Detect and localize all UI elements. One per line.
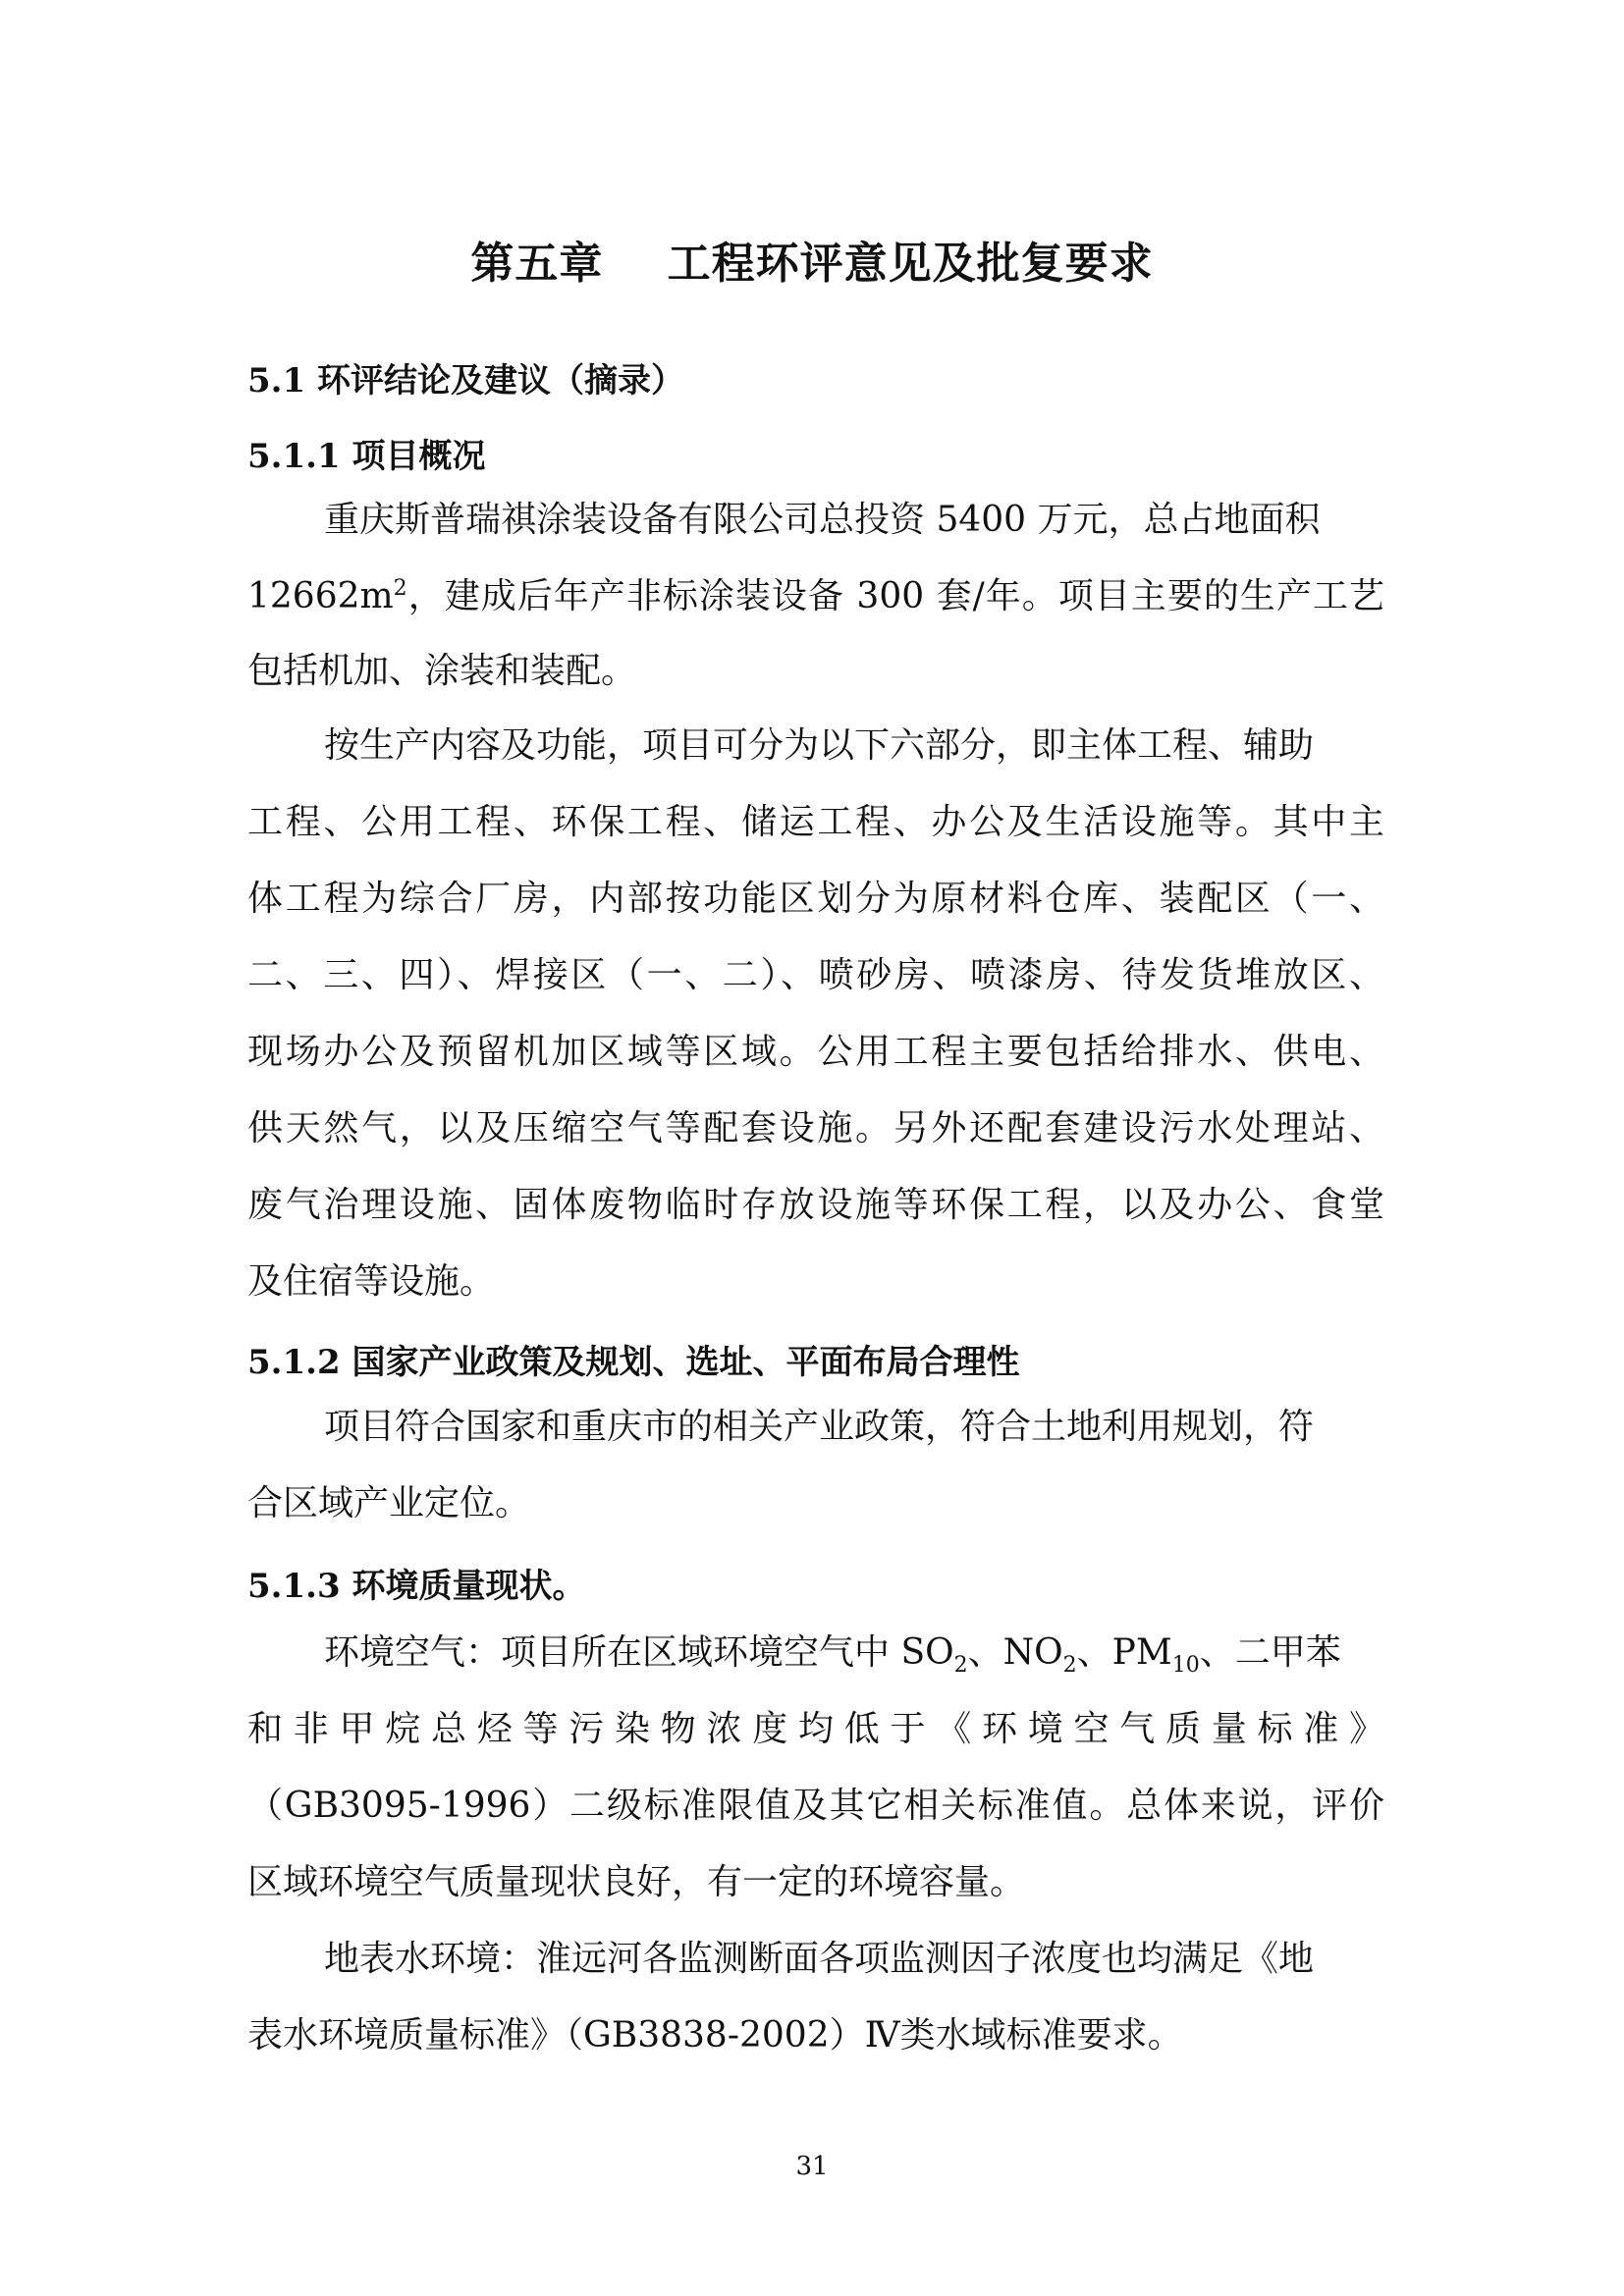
paragraph-1-line-2-text: ，建成后年产非标涂装设备 300 套/年。项目主要的生产工艺	[406, 576, 1384, 616]
paragraph-2-line-7: 废气治理设施、固体废物临时存放设施等环保工程，以及办公、食堂	[247, 1185, 1384, 1225]
paragraph-4-line-4: 区域环境空气质量现状良好，有一定的环境容量。	[247, 1862, 1026, 1902]
paragraph-3-line-1: 项目符合国家和重庆市的相关产业政策，符合土地利用规划，符	[324, 1407, 1315, 1447]
page-number: 31	[795, 2152, 829, 2181]
paragraph-4-line-3: （GB3095-1996）二级标准限值及其它相关标准值。总体来说，评价	[247, 1786, 1384, 1826]
paragraph-5-line-1: 地表水环境：淮远河各监测断面各项监测因子浓度也均满足《地	[324, 1939, 1315, 1979]
paragraph-2-line-6: 供天然气，以及压缩空气等配套设施。另外还配套建设污水处理站、	[247, 1108, 1384, 1148]
paragraph-2-line-5: 现场办公及预留机加区域等区域。公用工程主要包括给排水、供电、	[247, 1032, 1384, 1072]
paragraph-4-line-1	[324, 1632, 1341, 1679]
paragraph-3-line-2: 合区域产业定位。	[247, 1483, 531, 1523]
air-text-start: 环境空气：项目所在区域环境空气中 SO	[324, 1632, 954, 1673]
paragraph-2-line-2: 工程、公用工程、环保工程、储运工程、办公及生活设施等。其中主	[247, 802, 1384, 842]
paragraph-2-line-3: 体工程为综合厂房，内部按功能区划分为原材料仓库、装配区（一、	[247, 879, 1384, 919]
no-text: 、NO	[967, 1632, 1063, 1673]
paragraph-2-line-4: 二、三、四）、焊接区（一、二）、喷砂房、喷漆房、待发货堆放区、	[247, 955, 1384, 995]
paragraph-1-line-3: 包括机加、涂装和装配。	[247, 651, 637, 691]
area-value: 12662m	[247, 576, 394, 616]
section-heading-5-1: 5.1 环评结论及建议（摘录）	[247, 361, 684, 400]
paragraph-1-line-1: 重庆斯普瑞祺涂装设备有限公司总投资 5400 万元，总占地面积	[324, 500, 1321, 540]
paragraph-4-line-2: 和非甲烷总烃等污染物浓度均低于《环境空气质量标准》	[247, 1709, 1384, 1749]
no2-subscript: 2	[1062, 1653, 1077, 1679]
pm-text: 、PM	[1076, 1632, 1172, 1673]
section-heading-5-1-2: 5.1.2 国家产业政策及规划、选址、平面布局合理性	[247, 1343, 1020, 1382]
section-heading-5-1-3: 5.1.3 环境质量现状。	[247, 1567, 586, 1606]
pm10-subscript: 10	[1171, 1653, 1200, 1679]
paragraph-1-line-2	[247, 576, 1384, 616]
paragraph-2-line-1: 按生产内容及功能，项目可分为以下六部分，即主体工程、辅助	[324, 725, 1315, 766]
paragraph-5-line-2: 表水环境质量标准》（GB3838-2002）Ⅳ类水域标准要求。	[247, 2015, 1183, 2056]
area-unit-superscript: 2	[393, 576, 407, 601]
paragraph-2-line-8: 及住宿等设施。	[247, 1261, 496, 1302]
so2-subscript: 2	[953, 1653, 968, 1679]
section-heading-5-1-1: 5.1.1 项目概况	[247, 437, 486, 476]
chapter-title: 第五章 工程环评意见及批复要求	[470, 239, 1154, 289]
xylene-text: 、二甲苯	[1199, 1632, 1341, 1673]
